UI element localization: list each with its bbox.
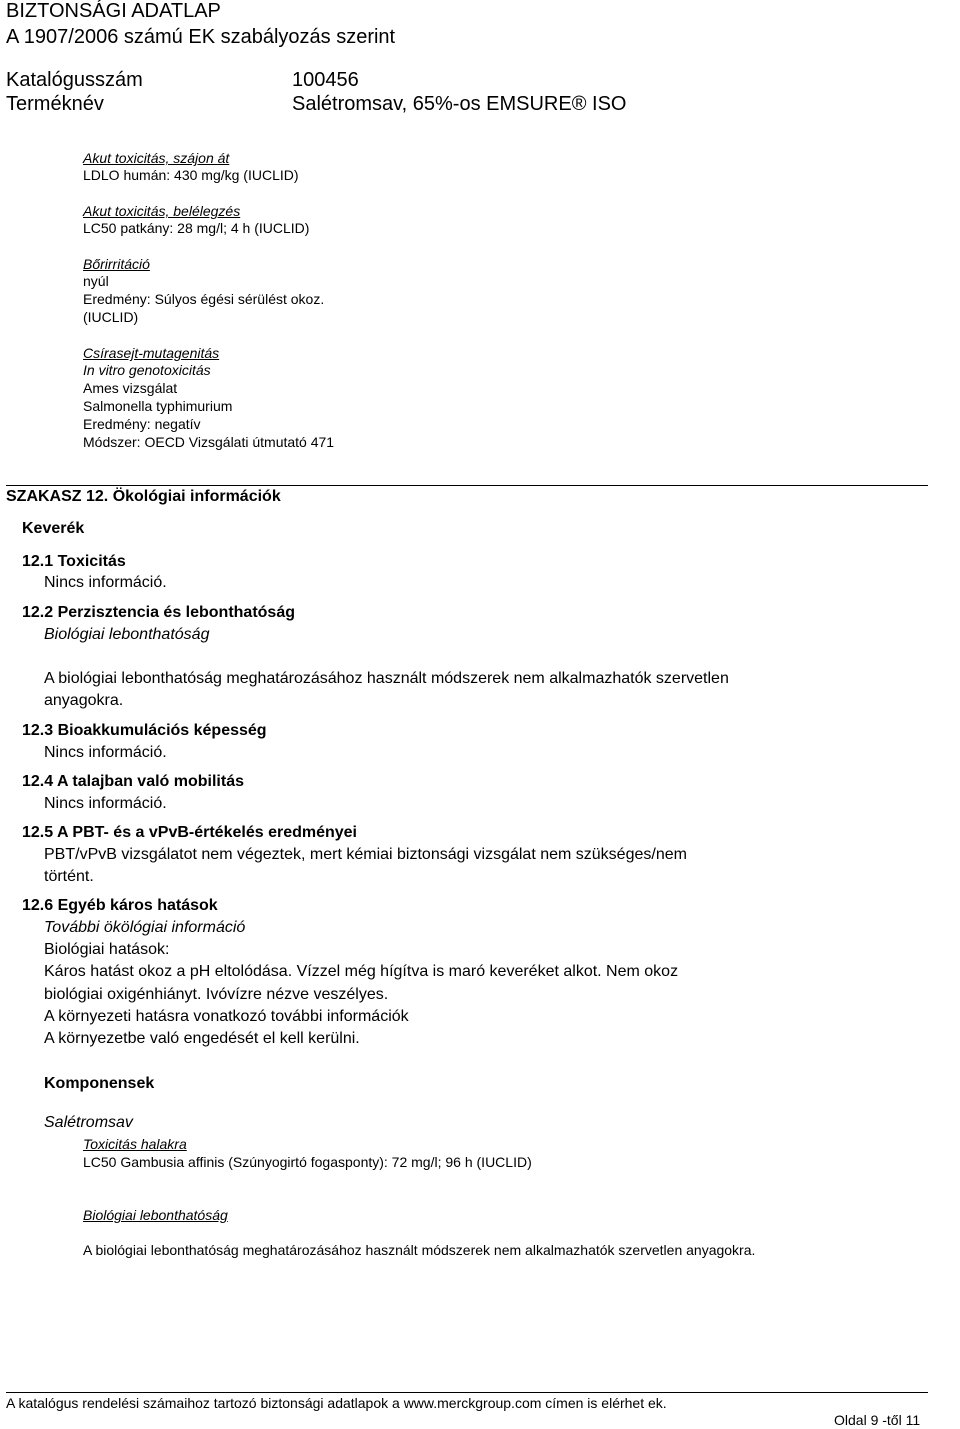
fish-toxicity-value: LC50 Gambusia affinis (Szúnyogirtó fogasponty): 72 mg/l; 96 h (IUCLID)	[83, 1154, 532, 1170]
s12-2-text-line1: A biológiai lebonthatóság meghatározásához használt módszerek nem alkalmazhatók szervetlen	[44, 670, 729, 687]
s12-6-subtitle: További ökölógiai információ	[44, 919, 246, 936]
mutagenicity-test: Ames vizsgálat	[83, 380, 178, 396]
inhalation-toxicity-title: Akut toxicitás, belélegzés	[83, 203, 241, 219]
product-label: Terméknév	[6, 93, 104, 115]
footer-note: A katalógus rendelési számaihoz tartozó biztonsági adatlapok a www.merckgroup.com címen is elérhet ek.	[6, 1395, 667, 1411]
footer-divider	[6, 1392, 928, 1393]
s12-6-line3: biológiai oxigénhiányt. Ivóvízre nézve veszélyes.	[44, 986, 389, 1003]
component-substance: Salétromsav	[44, 1114, 133, 1131]
s12-2-text-line2: anyagokra.	[44, 692, 124, 709]
s12-4-title: 12.4 A talajban való mobilitás	[22, 773, 244, 790]
s12-1-title: 12.1 Toxicitás	[22, 553, 126, 570]
oral-toxicity-value: LDLO humán: 430 mg/kg (IUCLID)	[83, 167, 299, 183]
s12-3-title: 12.3 Bioakkumulációs képesség	[22, 722, 267, 739]
catalog-label: Katalógusszám	[6, 69, 143, 91]
skin-irritation-source: (IUCLID)	[83, 309, 139, 325]
s12-3-text: Nincs információ.	[44, 744, 167, 761]
mutagenicity-result: Eredmény: negatív	[83, 416, 201, 432]
page-number: Oldal 9 -től 11	[834, 1412, 921, 1428]
s12-5-text-line2: történt.	[44, 868, 94, 885]
mutagenicity-method: Módszer: OECD Vizsgálati útmutató 471	[83, 434, 335, 450]
section-divider	[6, 485, 928, 486]
s12-4-text: Nincs információ.	[44, 795, 167, 812]
biodegradability-title: Biológiai lebonthatóság	[83, 1207, 228, 1223]
catalog-value: 100456	[292, 69, 359, 91]
skin-irritation-title: Bőrirritáció	[83, 256, 150, 272]
mixture-heading: Keverék	[22, 520, 85, 537]
s12-5-text-line1: PBT/vPvB vizsgálatot nem végeztek, mert kémiai biztonsági vizsgálat nem szükséges/nem	[44, 846, 687, 863]
skin-irritation-result: Eredmény: Súlyos égési sérülést okoz.	[83, 291, 325, 307]
s12-6-line1: Biológiai hatások:	[44, 941, 170, 958]
mutagenicity-title: Csírasejt-mutagenitás	[83, 345, 220, 361]
regulation-subtitle: A 1907/2006 számú EK szabályozás szerint	[6, 26, 396, 48]
mutagenicity-subtitle: In vitro genotoxicitás	[83, 362, 211, 378]
inhalation-toxicity-value: LC50 patkány: 28 mg/l; 4 h (IUCLID)	[83, 220, 310, 236]
mutagenicity-organism: Salmonella typhimurium	[83, 398, 233, 414]
skin-irritation-species: nyúl	[83, 273, 109, 289]
components-heading: Komponensek	[44, 1075, 155, 1092]
s12-6-line2: Káros hatást okoz a pH eltolódása. Vízzel még hígítva is maró keveréket alkot. Nem okoz	[44, 963, 679, 980]
s12-2-subtitle: Biológiai lebonthatóság	[44, 626, 210, 643]
s12-6-line4: A környezeti hatásra vonatkozó további információk	[44, 1008, 409, 1025]
s12-2-title: 12.2 Perzisztencia és lebonthatóság	[22, 604, 295, 621]
s12-1-text: Nincs információ.	[44, 574, 167, 591]
document-title: BIZTONSÁGI ADATLAP	[6, 0, 221, 22]
fish-toxicity-title: Toxicitás halakra	[83, 1136, 187, 1152]
product-value: Salétromsav, 65%-os EMSURE® ISO	[292, 93, 627, 115]
biodegradability-value: A biológiai lebonthatóság meghatározásához használt módszerek nem alkalmazhatók szervetlen anyagokra.	[83, 1242, 756, 1258]
oral-toxicity-title: Akut toxicitás, szájon át	[83, 150, 230, 166]
s12-6-line5: A környezetbe való engedését el kell kerülni.	[44, 1030, 360, 1047]
section-12-heading: SZAKASZ 12. Ökológiai információk	[6, 488, 281, 505]
s12-5-title: 12.5 A PBT- és a vPvB-értékelés eredményei	[22, 824, 357, 841]
s12-6-title: 12.6 Egyéb káros hatások	[22, 897, 218, 914]
